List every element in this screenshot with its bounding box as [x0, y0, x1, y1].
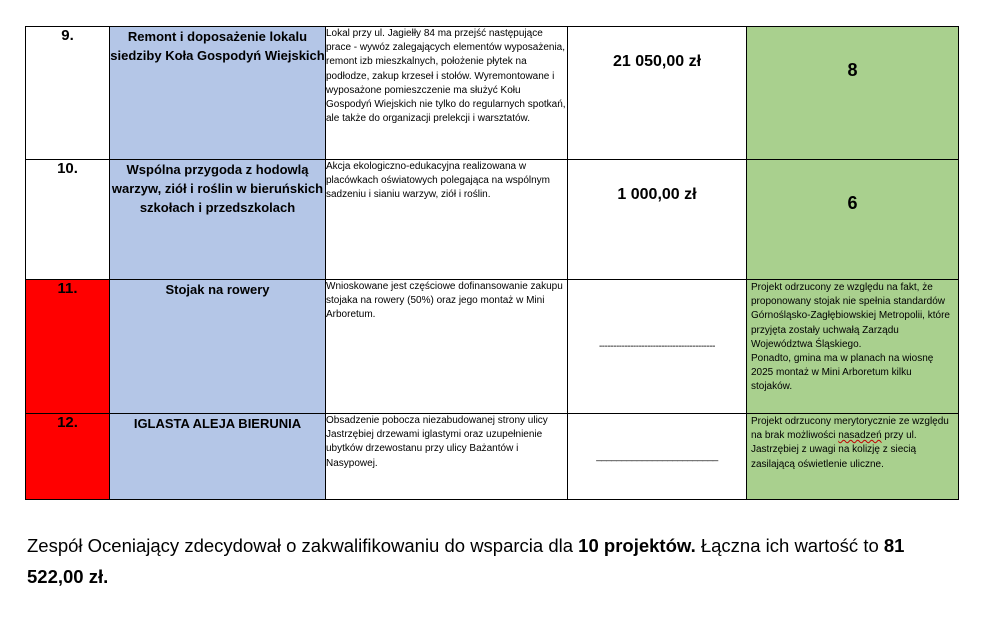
- table-row-12: [26, 414, 959, 500]
- rejection-note: [747, 414, 959, 500]
- rejection-note-text: przy ul. Jastrzębiej z uwagi na kolizję z siecią zasilającą oświetlenie uliczne.: [751, 430, 917, 470]
- table-row-10: [26, 160, 959, 280]
- project-amount: [568, 27, 747, 160]
- project-number: 9.: [26, 27, 110, 160]
- summary-text: Łączna ich wartość to: [695, 535, 884, 556]
- project-name: IGLASTA ALEJA BIERUNIA: [110, 414, 326, 500]
- project-score: [747, 27, 959, 160]
- project-amount: [568, 160, 747, 280]
- project-number: 12.: [26, 414, 110, 500]
- project-name: Wspólna przygoda z hodowlą warzyw, ziół i roślin w bieruńskich szkołach i przedszkolach: [110, 160, 326, 280]
- rejection-note-text: Ponadto, gmina ma w planach na wiosnę 2025 montaż w Mini Arboretum kilku stojaków.: [751, 353, 934, 393]
- project-description: Akcja ekologiczno-edukacyjna realizowana w placówkach oświatowych polegająca na wspólnym sadzeniu i sianiu warzyw, ziół i roślin.: [326, 160, 568, 280]
- project-score: [747, 160, 959, 280]
- project-description: Obsadzenie pobocza niezabudowanej strony ulicy Jastrzębiej drzewami iglastymi oraz uzupełnienie ubytków drzewostanu przy ulicy Bażantów i Nasypowej.: [326, 414, 568, 500]
- project-description: Wnioskowane jest częściowe dofinansowanie zakupu stojaka na rowery (50%) oraz jego montaż w Mini Arboretum.: [326, 280, 568, 414]
- project-name: Remont i doposażenie lokalu siedziby Koła Gospodyń Wiejskich: [110, 27, 326, 160]
- rejection-note-text: Projekt odrzucony ze względu na fakt, że proponowany stojak nie spełnia standardów Górnośląsko-Zagłębiowskiej Metropolii, które przyjęta zostały uchwałą Zarządu Województwa Śląskiego.: [751, 282, 950, 350]
- projects-table: [25, 26, 959, 500]
- project-amount-placeholder: ________________________: [568, 414, 747, 500]
- table-row-9: [26, 27, 959, 160]
- score-value: 8: [847, 60, 858, 80]
- project-number: 10.: [26, 160, 110, 280]
- score-value: 6: [847, 193, 858, 213]
- summary-project-count: 10 projektów.: [578, 535, 696, 556]
- rejection-note: [747, 280, 959, 414]
- summary-paragraph: [27, 530, 957, 592]
- spellcheck-marked-word: nasadzeń: [838, 430, 882, 442]
- table-row-11: [26, 280, 959, 414]
- rejection-note-text: Projekt odrzucony merytorycznie ze względu na brak możliwości: [751, 416, 949, 442]
- project-name: Stojak na rowery: [110, 280, 326, 414]
- project-number: 11.: [26, 280, 110, 414]
- amount-value: 1 000,00 zł: [617, 186, 697, 203]
- project-amount-placeholder: -----------------------------------------: [568, 280, 747, 414]
- project-description: Lokal przy ul. Jagiełły 84 ma przejść następujące prace - wywóz zalegających elementów wyposażenia, remont izb mieszkalnych, położenie płytek na podłodze, zakup krzeseł i stołów. Wyremontowane i wyposażone pomieszczenie ma służyć Kołu Gospodyń Wiejskich nie tylko do regularnych spotkań, ale także do organizacji prelekcji i warsztatów.: [326, 27, 568, 160]
- amount-value: 21 050,00 zł: [612, 53, 702, 70]
- summary-total-value: 81 522,00 zł.: [27, 535, 905, 587]
- summary-text: Zespół Oceniający zdecydował o zakwalifikowaniu do wsparcia dla: [27, 535, 579, 556]
